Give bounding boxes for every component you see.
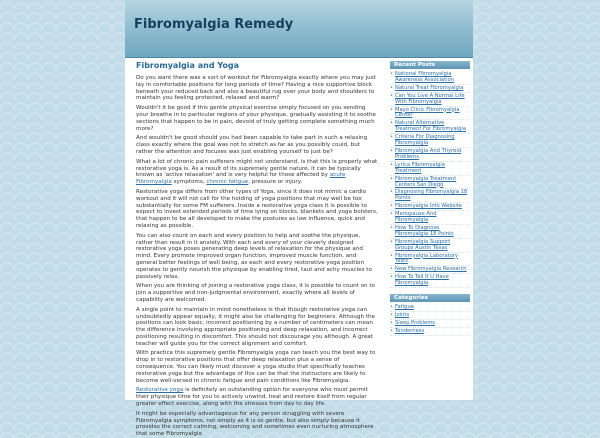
text-span: What a lot of chronic pain sufferers might not understand, is that this is properly what restorative yoga is. As a result of its supremely gentle nature, it can be typically known as 'active relaxation' and is very helpful for those affected by	[136, 158, 378, 179]
list-item	[390, 94, 470, 107]
recent-post-link[interactable]: How To Diagnose Fibromyalgia 18 Points	[395, 224, 454, 237]
recent-post-link[interactable]: Menopause And Fibromyalgia	[395, 211, 437, 224]
list-item	[390, 267, 470, 274]
post-paragraph: And wouldn't be good should you had been capable to take part in such a relaxing class exactly where the goal was not to stretch as far as you possibly could, but rather the attention and focuses was just enabling yourself to just be?	[136, 135, 368, 155]
post-paragraph: It might be especially advantageous for any person struggling with severe Fibromyalgia symptoms, not simply as it is so gentle, but also simply because it provides the correct calming, welcoming and sometimes even nurturing atmosphere that some Fibromyalgia	[136, 410, 374, 438]
recent-post-link[interactable]: Lyrica Fibromyalgia Treatment	[395, 161, 445, 174]
post-paragraph: Do you want there was a sort of workout for Fibromyalgia exactly where you may just lay in comfortable positions for long periods of time? Having a nice supportive block beneath your reduced back and also a beautiful rug over your body and shoulders to maintain you feeling protected, relaxed and warm?	[136, 75, 376, 102]
list-item	[390, 163, 470, 176]
recent-post-link[interactable]: Criteria For Diagnosing Fibromyalgia	[395, 134, 455, 147]
chronic-fatigue-link[interactable]: chronic fatigue	[206, 179, 249, 186]
list-item	[390, 329, 470, 336]
post-paragraph: A single point to maintain in mind nonetheless is that though restorative yoga can undoubtedly appear equally, it might also be challenging for beginners. Although the positions can look basic, incorrect positioning by a number of centimeters can mean the difference involving appropriate positioning and deep relaxation, and incorrect positioning resulting in discomfort. This should not discourage you although. A great teacher will guide you for the correct alignment and comfort.	[136, 306, 375, 347]
list-item	[390, 254, 470, 267]
list-item	[390, 275, 470, 288]
restorative-yoga-link[interactable]: Restorative yoga	[136, 387, 184, 394]
recent-post-link[interactable]: Mayo Clinic Fibromyalgia Center	[395, 106, 460, 119]
text-span: is definitely an outstanding option for everyone who must permit their physique time for you to actively unwind, heal and restore itself from regular greater effect exercise, along with the stresses from day to day life.	[136, 387, 368, 408]
recent-posts-heading: Recent Posts	[390, 61, 470, 69]
list-item	[390, 121, 470, 134]
recent-post-link[interactable]: Fibromyalgia Support Groups Austin Texas	[395, 238, 451, 251]
post-paragraph	[136, 159, 378, 186]
text-span: symptoms,	[171, 179, 207, 186]
sidebar	[390, 61, 470, 400]
acute-fibromyalgia-link[interactable]: acute Fibromyalgia	[136, 172, 346, 186]
recent-post-link[interactable]: Fibromyalgia Laboratory Tests	[395, 252, 459, 265]
category-link[interactable]: Fatigue	[395, 304, 414, 311]
list-item	[390, 204, 470, 211]
recent-post-link[interactable]: Natural Treat Fibromyalgia	[395, 84, 464, 91]
category-link[interactable]: Sleep Problems	[395, 319, 435, 326]
categories-list	[390, 305, 470, 336]
list-item	[390, 149, 470, 162]
list-item	[390, 305, 470, 312]
post-paragraph: You can also count on each and every position to help and soothe the physique, rather than result in it anxiety. With each and every of your cleverly designed restorative yoga poses generating deep levels of relaxation for the physique and mind. Every promote improved organ function, improved muscle function, and general better feelings of well being, as each and every restorative yoga position operates to gently nourish the physique by enabling tired, taut and achy muscles to passively relax.	[136, 232, 372, 280]
list-item	[390, 86, 470, 93]
list-item	[390, 226, 470, 239]
list-item	[390, 108, 470, 121]
list-item	[390, 72, 470, 85]
category-link[interactable]: Joints	[395, 312, 410, 318]
post-paragraph: Restorative yoga differs from other types of Yoga, since it does not mimic a cardio workout and it will not call for the holding of yoga positions that may well be too substantially for some FM sufferers. Inside a restorative yoga class it is possible to expect to invest extended periods of time lying on blocks, blankets and yoga bolsters, that happen to be all developed to make the postures as low influence, quick and relaxing as possible.	[136, 188, 378, 229]
recent-post-link[interactable]: Fibromyalgia And Thyroid Problems	[395, 147, 462, 160]
list-item	[390, 240, 470, 253]
site-title[interactable]: Fibromyalgia Remedy	[134, 17, 294, 32]
recent-post-link[interactable]: National Fibromyalgia Awareness Association	[395, 71, 455, 83]
list-item	[390, 135, 470, 148]
recent-post-link[interactable]: How To Tell If U Have Fibromyalgia	[395, 274, 449, 287]
post-paragraph: With practice this supremely gentle Fibromyalgia yoga can teach you the best way to drop in to restorative positions that offer deep relaxation plus a sense of consequence. You can likely must discover a yoga studio that specifically teaches restorative yoga but the advantage of this can be that the instructors are likely to become well-versed in chronic fatigue and pain conditions like Fibromyalgia.	[136, 350, 376, 384]
page-container	[125, 0, 473, 438]
recent-post-link[interactable]: New Fibromyalgia Research	[395, 266, 467, 273]
list-item	[390, 190, 470, 203]
list-item	[390, 313, 470, 320]
post-title[interactable]: Fibromyalgia and Yoga	[136, 61, 240, 70]
recent-post-link[interactable]: Can You Live A Normal Life With Fibromyalgia	[395, 92, 465, 105]
categories-heading: Categories	[390, 294, 470, 302]
recent-post-link[interactable]: Natural Alternative Treatment For Fibromyalgia	[395, 120, 466, 133]
list-item	[390, 212, 470, 225]
recent-posts-list	[390, 72, 470, 288]
recent-post-link[interactable]: Fibromyalgia Treatment Centers San Diego	[395, 175, 457, 188]
text-span: , pressure or injury.	[248, 179, 302, 186]
post-paragraph	[136, 387, 378, 407]
recent-post-link[interactable]: Diagnosing Fibromyalgia 18 Points	[395, 189, 468, 202]
main-content	[136, 61, 378, 438]
list-item	[390, 321, 470, 328]
recent-post-link[interactable]: Fibromyalgia Info Website	[395, 203, 462, 210]
site-header	[125, 0, 473, 58]
post-paragraph: When you are thinking of joining a restorative yoga class, it is possible to count on to join a supportive and non-judgmental environment, exactly where all levels of capability are welcomed.	[136, 283, 375, 303]
post-paragraph: Wouldn't it be good if this gentle physical exercise simply focused on you sending your breathe in to particular regions of your physique, gradually assisting it to soothe sections that happen to be in pain, devoid of truly getting complete something much more?	[136, 105, 376, 132]
category-link[interactable]: Tenderness	[395, 327, 425, 334]
list-item	[390, 177, 470, 190]
